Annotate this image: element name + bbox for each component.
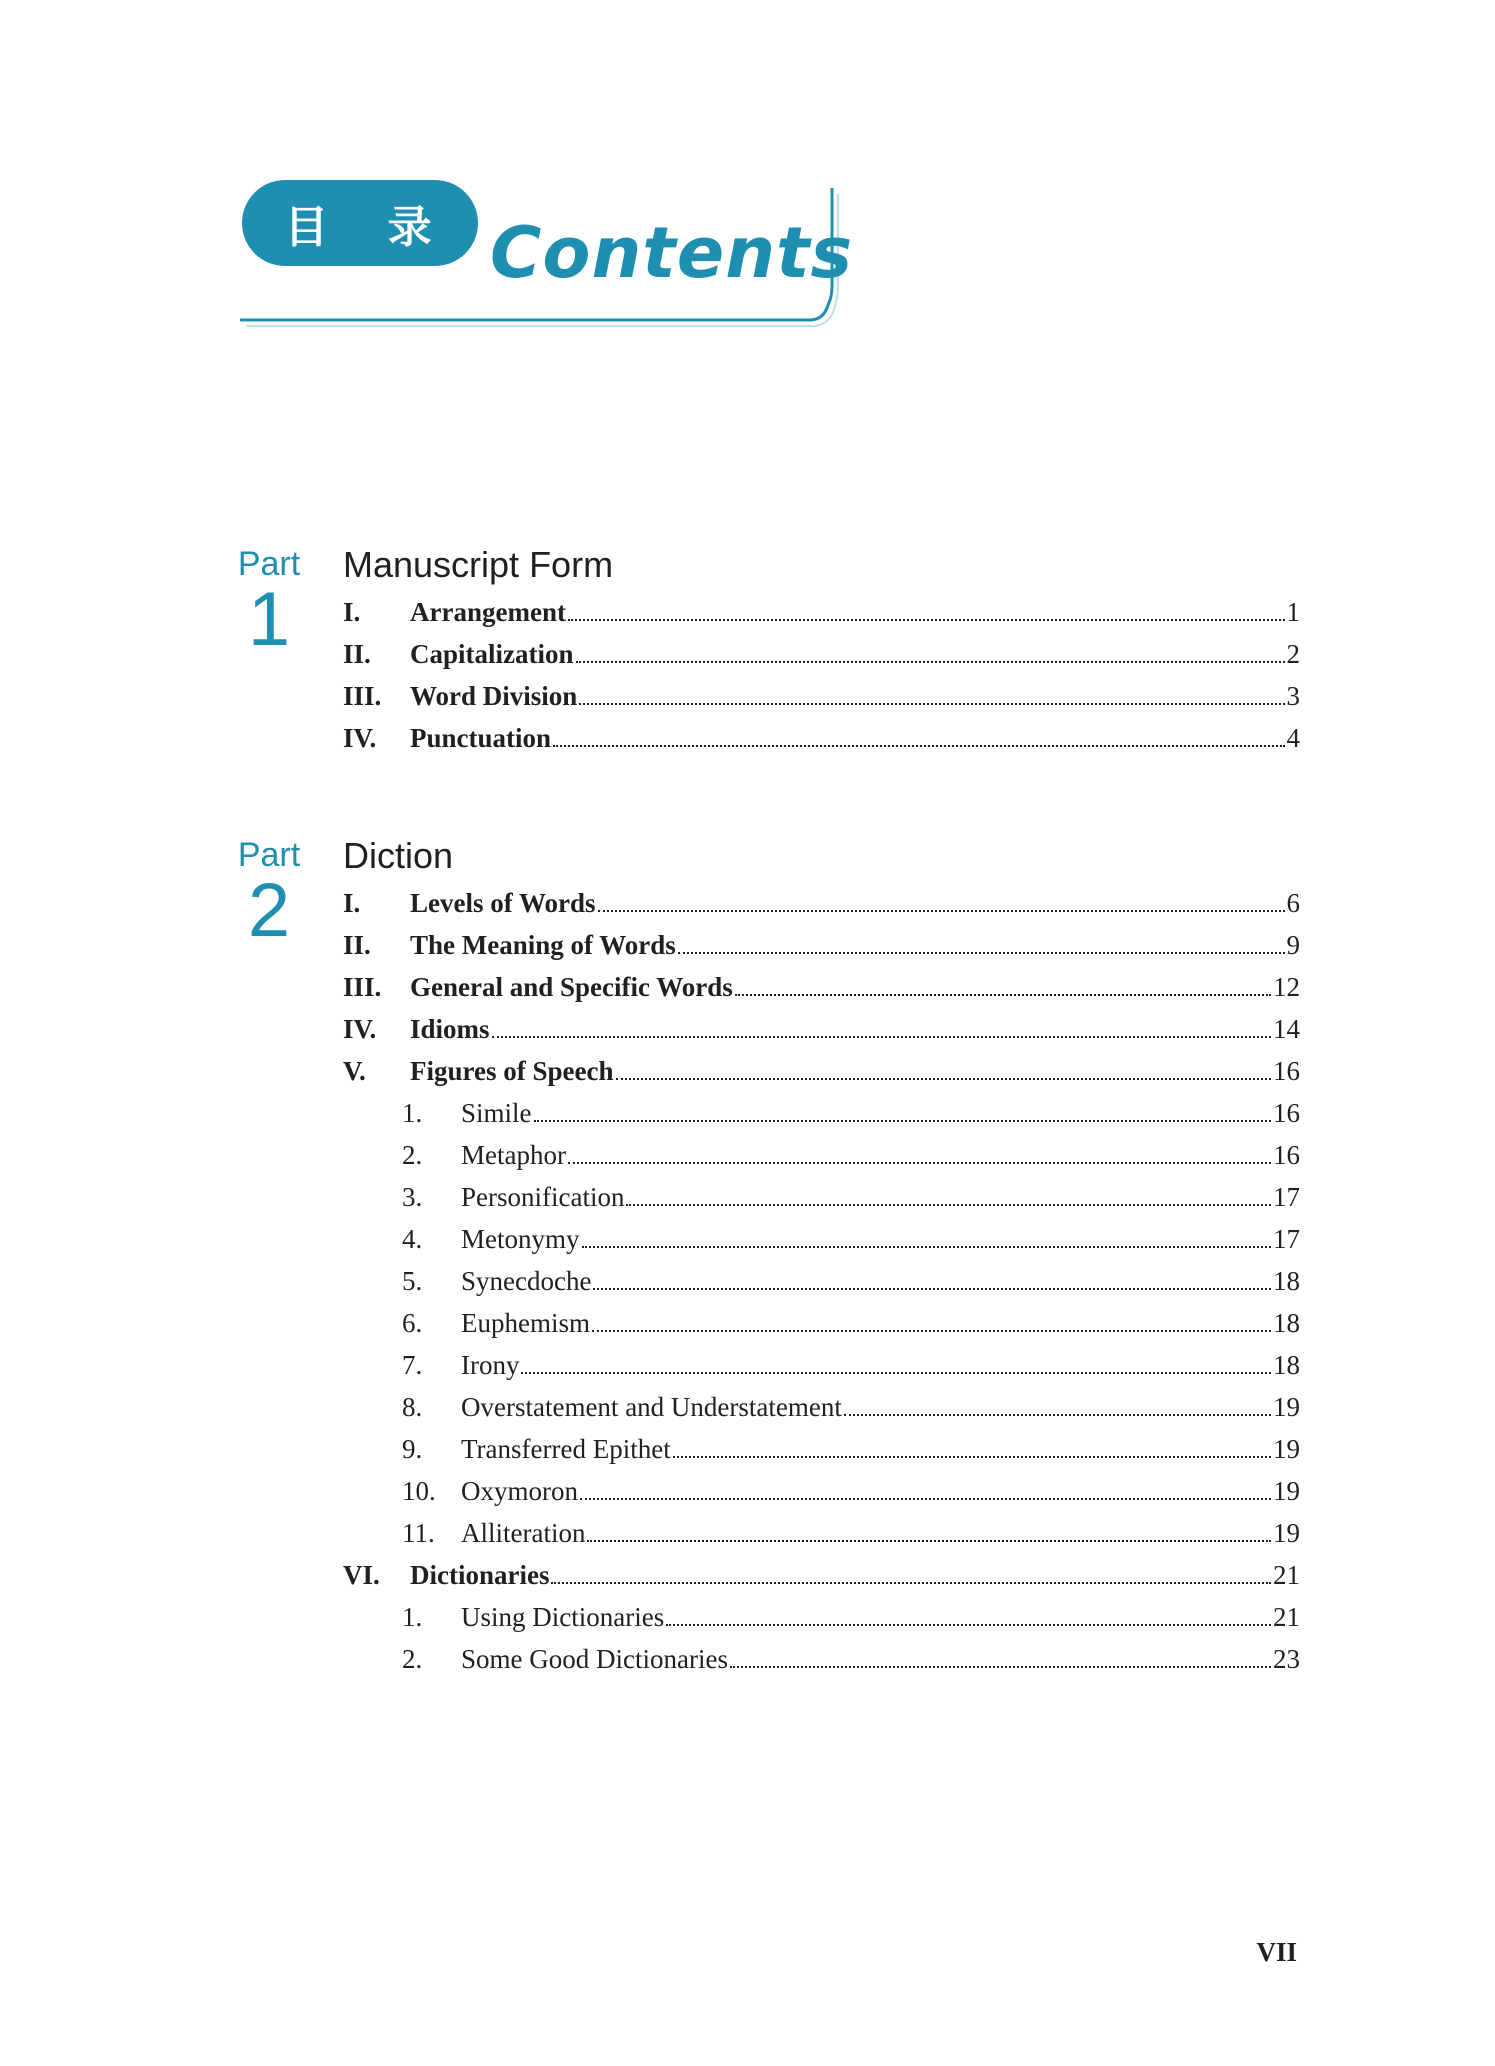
page-number: 21	[1273, 1560, 1300, 1590]
page-number: 18	[1273, 1266, 1300, 1296]
dot-leader	[551, 1580, 1271, 1584]
toc-subentry[interactable]	[343, 1260, 1300, 1302]
entry-number: VI.	[343, 1560, 380, 1590]
page-number: 2	[1286, 639, 1300, 669]
dot-leader	[580, 1496, 1271, 1500]
toc-subentry[interactable]	[343, 1386, 1300, 1428]
entry-title: Some Good Dictionaries	[461, 1644, 728, 1674]
entry-title: The Meaning of Words	[410, 930, 676, 960]
page-number: 18	[1273, 1350, 1300, 1380]
toc-entry[interactable]	[343, 1008, 1300, 1050]
dot-leader	[616, 1076, 1272, 1080]
entry-title: Alliteration	[461, 1518, 586, 1548]
dot-leader	[579, 701, 1284, 705]
dot-leader	[587, 1538, 1271, 1542]
page-number: 6	[1286, 888, 1300, 918]
page-folio: VII	[1256, 1937, 1297, 1967]
entry-number: 10.	[402, 1476, 436, 1506]
page-number: 9	[1286, 930, 1300, 960]
dot-leader	[626, 1202, 1271, 1206]
toc-subentry[interactable]	[343, 1428, 1300, 1470]
entry-title: Dictionaries	[410, 1560, 550, 1590]
entry-title: Figures of Speech	[410, 1056, 614, 1086]
dot-leader	[534, 1118, 1271, 1122]
toc-subentry[interactable]	[343, 1512, 1300, 1554]
entry-number: 1.	[402, 1602, 423, 1632]
part-label	[233, 545, 305, 662]
entry-number: III.	[343, 972, 382, 1002]
entry-number: 6.	[402, 1308, 423, 1338]
toc-entries	[343, 882, 1300, 1680]
entry-title: Simile	[461, 1098, 532, 1128]
toc-entry[interactable]	[343, 633, 1300, 675]
toc-subentry[interactable]	[343, 1092, 1300, 1134]
dot-leader	[598, 908, 1285, 912]
page-number: 18	[1273, 1308, 1300, 1338]
part-label	[233, 836, 305, 953]
page-title: Contents	[490, 212, 854, 294]
dot-leader	[568, 617, 1285, 621]
entry-number: IV.	[343, 1014, 377, 1044]
chinese-title-badge: 目 录	[242, 180, 478, 266]
dot-leader	[666, 1622, 1271, 1626]
page-number: 3	[1286, 681, 1300, 711]
entry-title: Using Dictionaries	[461, 1602, 665, 1632]
entry-title: Capitalization	[410, 639, 574, 669]
entry-number: II.	[343, 639, 371, 669]
dot-leader	[844, 1412, 1271, 1416]
toc-entry[interactable]	[343, 1050, 1300, 1092]
dot-leader	[553, 743, 1284, 747]
entry-title: Idioms	[410, 1014, 490, 1044]
dot-leader	[678, 950, 1285, 954]
entry-number: 2.	[402, 1140, 423, 1170]
entry-title: Metaphor	[461, 1140, 566, 1170]
entry-title: Arrangement	[410, 597, 566, 627]
toc-entry[interactable]	[343, 717, 1300, 759]
page-number: 19	[1273, 1518, 1300, 1548]
toc-subentry[interactable]	[343, 1344, 1300, 1386]
entry-title: Punctuation	[410, 723, 552, 753]
entry-number: 9.	[402, 1434, 423, 1464]
entry-number: 2.	[402, 1644, 423, 1674]
entry-number: I.	[343, 888, 361, 918]
toc-subentry[interactable]	[343, 1218, 1300, 1260]
entry-number: 8.	[402, 1392, 423, 1422]
entry-number: III.	[343, 681, 382, 711]
toc-entry[interactable]	[343, 591, 1300, 633]
entry-title: Synecdoche	[461, 1266, 592, 1296]
dot-leader	[582, 1244, 1272, 1248]
part-word: Part	[237, 545, 301, 583]
contents-header	[240, 180, 854, 330]
entry-title: Transferred Epithet	[461, 1434, 671, 1464]
toc-subentry[interactable]	[343, 1596, 1300, 1638]
page-number: 4	[1286, 723, 1300, 753]
part-word: Part	[237, 836, 301, 874]
entry-number: 11.	[402, 1518, 435, 1548]
dot-leader	[673, 1454, 1271, 1458]
toc-subentry[interactable]	[343, 1470, 1300, 1512]
dot-leader	[568, 1160, 1271, 1164]
page-number: 12	[1273, 972, 1300, 1002]
dot-leader	[521, 1370, 1271, 1374]
page-number: 1	[1286, 597, 1300, 627]
entry-number: V.	[343, 1056, 366, 1086]
dot-leader	[593, 1286, 1271, 1290]
entry-number: 3.	[402, 1182, 423, 1212]
dot-leader	[592, 1328, 1271, 1332]
page-number: 17	[1273, 1224, 1300, 1254]
page-number: 16	[1273, 1140, 1300, 1170]
toc-subentry[interactable]	[343, 1302, 1300, 1344]
entry-number: 1.	[402, 1098, 423, 1128]
entry-title: Word Division	[410, 681, 578, 711]
page-number: 19	[1273, 1392, 1300, 1422]
part-title: Diction	[343, 835, 454, 876]
toc-subentry[interactable]	[343, 1134, 1300, 1176]
entry-number: 5.	[402, 1266, 423, 1296]
dot-leader	[492, 1034, 1271, 1038]
dot-leader	[730, 1664, 1271, 1668]
entry-title: Levels of Words	[410, 888, 596, 918]
part-number: 2	[247, 868, 291, 953]
part-number: 1	[247, 577, 291, 662]
page-number: 23	[1273, 1644, 1300, 1674]
page-number: 17	[1273, 1182, 1300, 1212]
toc-entry[interactable]	[343, 882, 1300, 924]
entry-number: 7.	[402, 1350, 423, 1380]
entry-title: Overstatement and Understatement	[461, 1392, 842, 1422]
toc-subentry[interactable]	[343, 1176, 1300, 1218]
entry-title: Oxymoron	[461, 1476, 578, 1506]
page-number: 16	[1273, 1056, 1300, 1086]
page-number: 19	[1273, 1476, 1300, 1506]
entry-title: General and Specific Words	[410, 972, 733, 1002]
page-number: 14	[1273, 1014, 1300, 1044]
entry-number: I.	[343, 597, 361, 627]
dot-leader	[735, 992, 1271, 996]
entry-title: Irony	[461, 1350, 520, 1380]
page-number: 16	[1273, 1098, 1300, 1128]
toc-entries	[343, 591, 1300, 759]
entry-title: Euphemism	[461, 1308, 590, 1338]
entry-number: 4.	[402, 1224, 423, 1254]
toc-entry[interactable]	[343, 1554, 1300, 1596]
toc-entry[interactable]	[343, 924, 1300, 966]
page-number: 19	[1273, 1434, 1300, 1464]
toc-subentry[interactable]	[343, 1638, 1300, 1680]
page-number: 21	[1273, 1602, 1300, 1632]
entry-title: Personification	[461, 1182, 625, 1212]
entry-title: Metonymy	[461, 1224, 580, 1254]
toc-entry[interactable]	[343, 966, 1300, 1008]
toc-entry[interactable]	[343, 675, 1300, 717]
entry-number: II.	[343, 930, 371, 960]
entry-number: IV.	[343, 723, 377, 753]
part-title: Manuscript Form	[343, 544, 614, 585]
dot-leader	[576, 659, 1285, 663]
